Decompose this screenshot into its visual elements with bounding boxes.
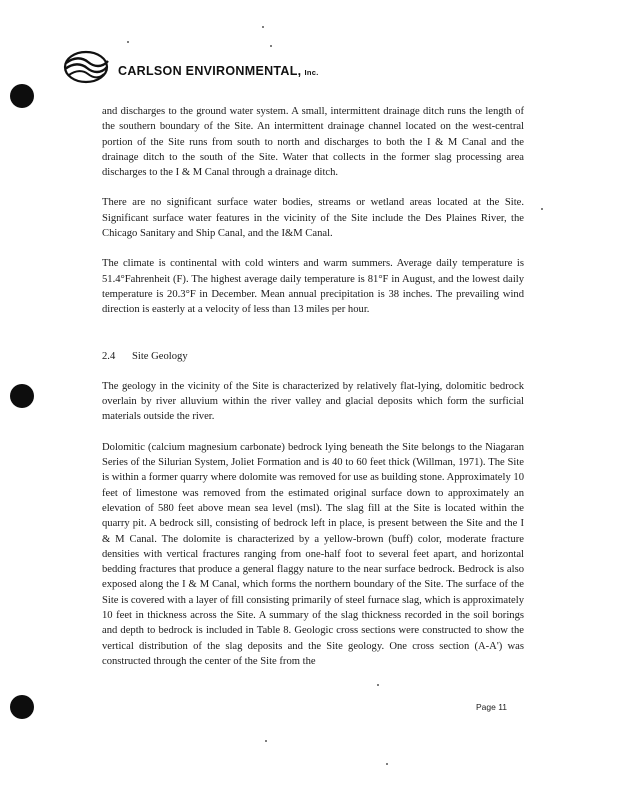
section-heading [102,349,524,364]
punch-hole-icon [10,384,34,408]
paragraph-drainage: and discharges to the ground water system. A small, intermittent drainage ditch runs the length of the southern boundary of the Site. An intermittent drainage channel located on the west-central portion of the Site runs from south to north and discharges to both the I & M Canal and the drainage ditch to the south of the Site. Water that collects in the former slag processing area discharges to the I & M Canal through a drainage ditch. [102,106,524,179]
scan-speck [265,740,267,742]
document-body [102,104,524,669]
punch-hole-icon [10,84,34,108]
company-suffix: Inc. [304,68,319,77]
letterhead [62,50,319,84]
section-number: 2.4 [102,350,116,362]
scan-speck [541,208,543,210]
section-title: Site Geology [132,350,188,362]
scan-speck [270,45,272,47]
paragraph-climate: The climate is continental with cold winters and warm summers. Average daily temperature is 51.4°Fahrenheit (F). The highest average daily temperature is 81°F in August, and the lowest daily temperature is 20.3°F in December. Mean annual precipitation is 38 inches. The prevailing wind direction is easterly at a velocity of less than 13 miles per hour. [102,258,524,316]
paragraph-surface-water: There are no significant surface water bodies, streams or wetland areas located at the Site. Significant surface water features in the vicinity of the Site include the Des Plaines River, the Chicago Sanitary and Ship Canal, and the I&M Canal. [102,197,524,240]
company-name-text: CARLSON ENVIRONMENTAL, [118,64,302,78]
company-name [118,64,319,78]
scan-speck [386,763,388,765]
page-number: Page 11 [476,702,508,712]
company-logo-icon [62,50,110,84]
punch-hole-icon [10,695,34,719]
scan-speck [127,41,129,43]
paragraph-geology-overview: The geology in the vicinity of the Site is characterized by relatively flat-lying, dolomitic bedrock overlain by river alluvium within the river valley and glacial deposits which form the surficial materials outside the river. [102,380,524,423]
scan-speck [377,684,379,686]
scan-speck [262,26,264,28]
paragraph-bedrock: Dolomitic (calcium magnesium carbonate) bedrock lying beneath the Site belongs to the Niagaran Series of the Silurian System, Joliet Formation and is 40 to 60 feet thick (Willman, 1971). The Site is within a former quarry where dolomite was removed for use as building stone. Approximately 10 feet of limestone was removed from the estimated original surface down to approximately an elevation of 580 feet above mean sea level (msl). The slag fill at the Site is located within the quarry pit. A bedrock sill, consisting of bedrock left in place, is present between the Site and the I & M Canal. The dolomite is characterized by a yellow-brown (buff) color, moderate fracture densities with vertical fractures ranging from one-half foot to several feet apart, and horizontal bedding fractures that produce a general flaggy nature to the near surface bedrock. Bedrock is also exposed along the I & M Canal, which forms the northern boundary of the Site. The surface of the Site is covered with a layer of fill consisting primarily of steel furnace slag, which is approximately 10 feet in thickness across the Site. A summary of the slag thickness recorded in the soil borings and depth to bedrock is included in Table 8. Geologic cross sections were constructed to show the vertical distribution of the slag deposits and the Site geology. One cross section (A-A') was constructed through the center of the Site from the [102,441,524,667]
